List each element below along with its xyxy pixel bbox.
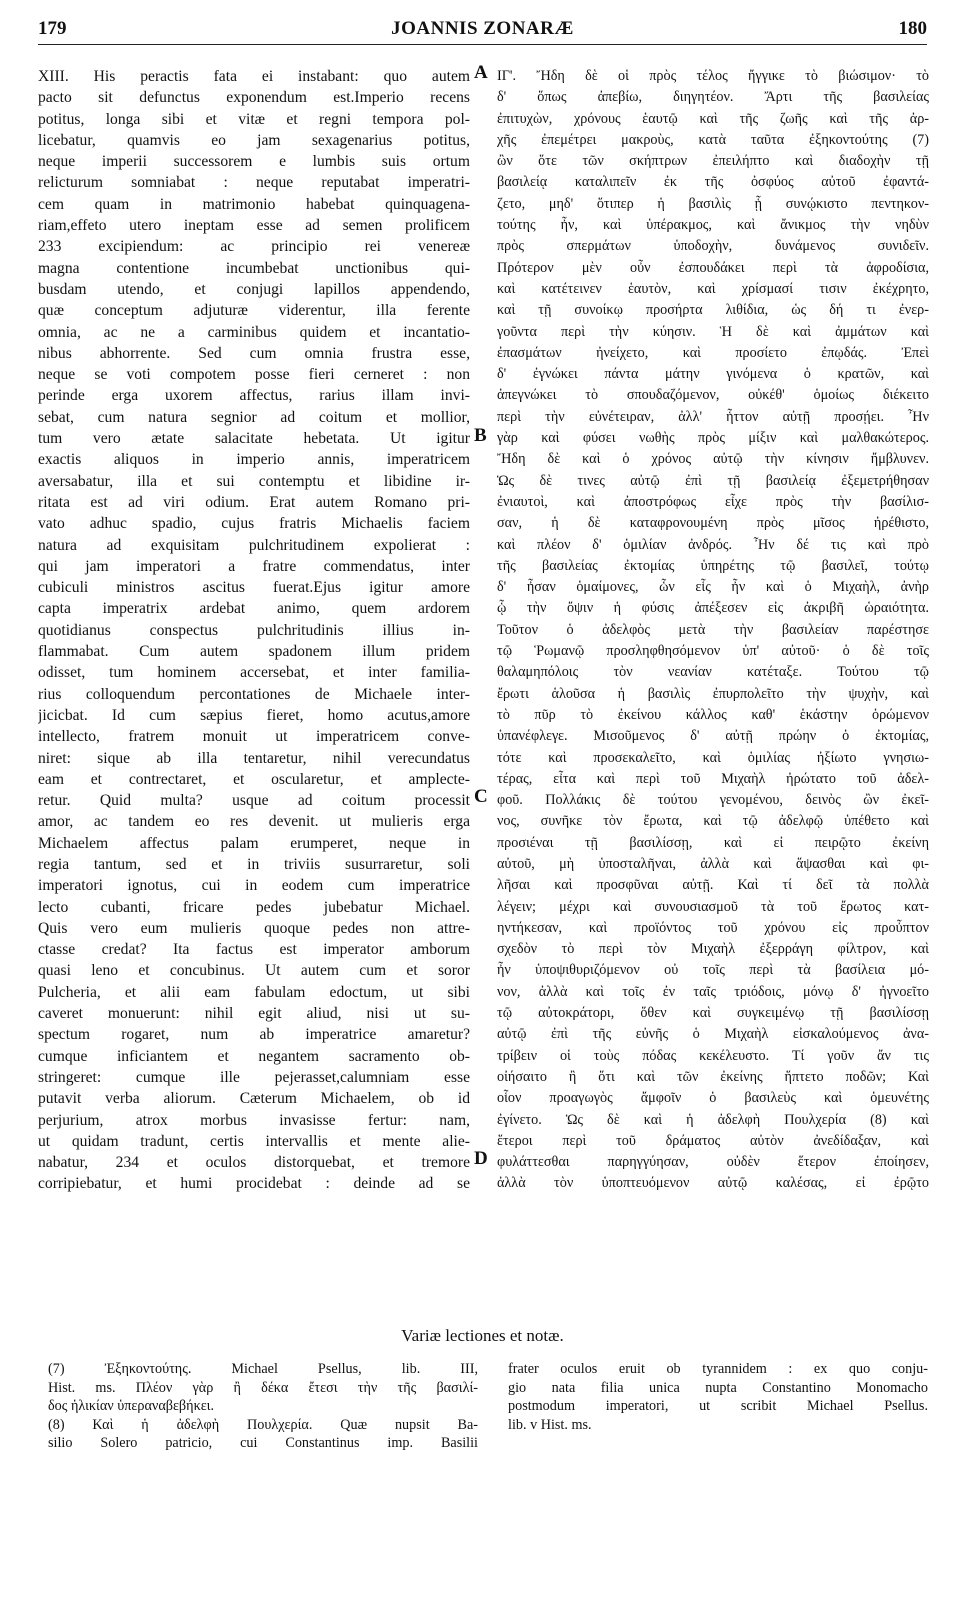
text-line: natura ad exquisitam pulchritudinem expolierat :	[38, 536, 470, 554]
text-line: tum vero ætate salacitate hebetata. Ut igitur	[38, 430, 470, 448]
text-line: potitus, longa sibi et vitæ et regni tempora pol-	[38, 110, 470, 128]
text-line: rius colloquendum percontationes de Michaele inter-	[38, 685, 470, 703]
text-line: putavit verba aliorum. Cæterum Michaelem, ob id	[38, 1090, 470, 1108]
notes-title: Variæ lectiones et notæ.	[401, 1326, 564, 1345]
text-line: ἐνιαυτοὶ, καὶ ἀποστρόφως εἶχε πρὸς τὴν βασίλισ-	[497, 493, 929, 510]
text-line: Hist. ms. Πλέον γὰρ ἢ δέκα ἔτεσι τὴν τῆς βασιλί-	[48, 1379, 478, 1396]
text-line: οἰήσαιτο ἢ ὅτι καὶ τῶν ἐκείνης ἥπτετο ποδῶν; Καὶ	[497, 1068, 929, 1085]
text-line: perinde erga uxorem affectus, rarius illam invi-	[38, 387, 470, 405]
text-line: γοῦντα περὶ τὴν κύησιν. Ἡ δὲ καὶ ἀμμάτων καὶ	[497, 323, 929, 340]
text-line: γὰρ καὶ φύσει νωθὴς πρὸς μίξιν καὶ μαλθακώτερος.	[497, 430, 929, 447]
text-line: lib. v Hist. ms.	[508, 1416, 592, 1433]
text-line: XIII. His peractis fata ei instabant: quo autem	[38, 68, 470, 85]
text-line: lecto cubanti, fricare pedes jubebatur Michael.	[38, 898, 470, 916]
text-line: capta imperatrix ardebat animo, quem ardorem	[38, 600, 470, 618]
text-line: ἐπιτυχὼν, χρόνους ἑαυτῷ καὶ τῆς ζωῆς καὶ τῆς ἀρ-	[497, 110, 929, 127]
text-line: postmodum imperatori, ut scribit Michael Psellus.	[508, 1398, 928, 1414]
text-line: τούτης ἦν, καὶ ὑπέρακμος, καὶ ἄνικμος τὴν νηδὺν	[497, 217, 929, 234]
notes-left-column	[48, 1360, 478, 1453]
text-line: Ὡς δὲ τινες αὐτῷ ἐπὶ τῇ βασιλείᾳ ἐξεμετρήθησαν	[497, 472, 929, 489]
page-number-left: 179	[38, 18, 67, 39]
text-line: jicicbat. Id cum sæpius fieret, homo acutus,amore	[38, 706, 470, 724]
notes-right-column	[508, 1360, 928, 1434]
text-line: περὶ τὴν εὐνέτειραν, ἀλλ' ἧττον αὐτῇ προσῄει. Ἦν	[497, 408, 929, 425]
text-line: licebatur, quamvis eo jam sexagenarius potitus,	[38, 131, 470, 149]
text-line: τρίβειν οἱ τοὺς πόδας κεκέλευστο. Τί γοῦν ἄν τις	[497, 1047, 929, 1064]
text-line: corripiebatur, et humi procidebat : deinde ad se	[38, 1175, 470, 1193]
text-line: καὶ πλέον δ' ὁμιλίαν ἀνδρός. Ἦν δέ τις καὶ πρὸ	[497, 536, 929, 553]
text-line: πρὸς σπερμάτων ὑποδοχὴν, δυνάμενος συνιδεῖν.	[497, 238, 929, 255]
text-line: ὑπανέφλεγε. Μισοῦμενος δ' αὐτῇ πρώην ὁ ἐκτομίας,	[497, 728, 929, 745]
text-line: ritata est ad viri odium. Erat autem Romano pri-	[38, 493, 470, 511]
text-line: perjurium, atrox morbus invasisse fertur: nam,	[38, 1111, 470, 1129]
text-line: Quis vero eum mulieris quoque pedes non attre-	[38, 919, 470, 937]
text-line: quæ conceptum adjuturæ viderentur, illa ferente	[38, 302, 470, 320]
text-line: ἐγίνετο. Ὡς δὲ καὶ ἡ ἀδελφὴ Πουλχερία (8) καὶ	[497, 1111, 929, 1128]
text-line: quasi leno et concubinus. Ut autem cum et soror	[38, 962, 470, 980]
text-line: καὶ τῇ συνοίκῳ προσήρτα λιθίδια, ὡς δή τι ἐνερ-	[497, 302, 929, 319]
text-line: δος ἡλικίαν ὑπεραναβεβήκει.	[48, 1398, 215, 1414]
text-line: gio nata filia unica nupta Constantino Monomacho	[508, 1379, 928, 1396]
text-line: τῆς βασιλείας ἐκτομίας ὑπηρέτης τῷ βασιλεῖ, τούτῳ	[497, 557, 929, 574]
text-line: θαλαμηπόλοις τὸν νεανίαν κατέταξε. Τούτου τῷ	[497, 664, 929, 681]
text-line: ηντήκεσαν, καὶ προϊόντος τοῦ χρόνου εἰς προὖπτον	[497, 919, 929, 936]
text-line: flammabat. Cum autem spadonem illum pridem	[38, 643, 470, 661]
text-line: 233 excipiendum: ac principio rei venereæ	[38, 238, 470, 256]
text-line: vato adhuc spadio, cujus fratris Michaelis faciem	[38, 515, 470, 533]
text-line: αὐτῷ ἐπὶ τῆς εὐνῆς ὁ Μιχαὴλ εἰσκαλούμενος ἀνα-	[497, 1026, 929, 1043]
text-line: σαν, ἡ δὲ καταφρονουμένη πρὸς μῖσος ἠρέθιστο,	[497, 515, 929, 532]
text-line: προσιέναι τῇ βασιλίσσῃ, καὶ εἰ πειρῷτο ἐκείνη	[497, 834, 929, 851]
text-line: ζετο, μηδ' ὅτιπερ ἡ βασιλὶς ᾗ συνῴκιστο πεντηκον-	[497, 195, 929, 212]
text-line: riam,effeto utero ineptam esse ad semen prolificem	[38, 217, 470, 235]
text-line: δ' ὅπως ἀπεβίω, διηγητέον. Ἄρτι τῆς βασιλείας	[497, 89, 929, 106]
text-line: αὐτοῦ, μὴ ὑποσταλῆναι, ἀλλὰ καὶ ἅψασθαι καὶ φι-	[497, 855, 929, 872]
text-line: odisset, tum hominem accersebat, et inter familia-	[38, 664, 470, 682]
text-line: τῷ Ῥωμανῷ προσληφθησόμενον ὑπ' αὐτοῦ· ὁ δὲ τοῖς	[497, 643, 929, 660]
text-line: ΙΓ'. Ἤδη δὲ οἱ πρὸς τέλος ἤγγικε τὸ βιώσιμον· τὸ	[497, 68, 929, 84]
text-line: λέγειν; μέχρι καὶ συνουσιασμοῦ τὰ τοῦ ἔρωτος κατ-	[497, 898, 929, 915]
text-line: δ' ἦσαν ὁμαίμονες, ὧν εἷς ἦν καὶ ὁ Μιχαὴλ, ἀνὴρ	[497, 579, 929, 596]
text-line: busdam utendo, et conjugi lapillos appendendo,	[38, 280, 470, 298]
text-line: sebat, cum natura segnior ad coitum et mollior,	[38, 408, 470, 426]
text-line: quotidianus conspectus pulchritudinis illius in-	[38, 621, 470, 639]
text-line: νον, ἀλλὰ καὶ τοῖς ἐν ταῖς τριόδοις, μόνῳ δ' ἠγνοεῖτο	[497, 983, 929, 1000]
text-line: stringeret: cumque ille pejerasset,calumniam esse	[38, 1068, 470, 1086]
text-line: (7) Ἐξηκοντούτης. Michael Psellus, lib. III,	[48, 1361, 478, 1377]
text-line: τότε καὶ προσεκαλεῖτο, καὶ ὁμιλίας ἠξίωτο γνησιω-	[497, 749, 929, 766]
text-line: ἔρωτι ἁλοῦσα ἡ βασιλὶς ἐπυρπολεῖτο τὴν ψυχὴν, καὶ	[497, 685, 929, 702]
text-line: δ' ἐγνώκει πάντα μάτην γινόμενα ὁ κρατῶν, καὶ	[497, 366, 929, 383]
text-line: exactis aliquos in imperio annis, imperatricem	[38, 451, 470, 469]
text-line: cem quam in matrimonio habebat quinquagena-	[38, 195, 470, 213]
text-line: spectum rogaret, num ab imperatrice amaretur?	[38, 1026, 470, 1044]
text-line: σχεδὸν τὸ περὶ τὸν Μιχαὴλ ἐξερράγη φίλτρον, καὶ	[497, 941, 929, 958]
text-line: ut quidam tradunt, certis intervallis et mente alie-	[38, 1132, 470, 1150]
text-line: τὸ πῦρ τὸ ἐκείνου κάλλος καθ' ἑκάστην ὁρώμενον	[497, 706, 929, 723]
text-line: καὶ κατέτεινεν ἑαυτὸν, καὶ χρίσμασί τισιν ἐκέχρητο,	[497, 280, 929, 297]
text-line: cumque inficiantem et negantem sacramento ob-	[38, 1047, 470, 1065]
section-marker: A	[474, 62, 488, 83]
text-line: βασιλείᾳ καταλιπεῖν ἐκ τῆς ὀσφύος αὐτοῦ ἐφαντά-	[497, 174, 929, 191]
text-line: pacto sit defunctus exponendum est.Imperio recens	[38, 89, 470, 107]
text-line: λῆσαι καὶ προσφῦναι αὐτῇ. Καὶ τί δεῖ τὰ πολλὰ	[497, 877, 929, 894]
running-header	[38, 18, 927, 45]
text-line: ἀλλὰ τὸν ὑποπτευόμενον αὐτῷ καλέσας, εἰ ἐρῷτο	[497, 1175, 929, 1192]
text-line: χῆς ἐπεμέτρει μακροὺς, κατὰ ταῦτα ἐξηκοντούτης (7)	[497, 131, 929, 148]
text-line: eam et contrectaret, et oscularetur, et amplecte-	[38, 770, 470, 788]
page-number-right: 180	[898, 18, 927, 39]
section-marker: D	[474, 1148, 488, 1169]
text-line: nibus abhorrente. Sed cum omnia frustra esse,	[38, 344, 470, 362]
text-line: Pulcheria, et alii eam fabulam edoctum, ut sibi	[38, 983, 470, 1001]
text-line: Πρότερον μὲν οὖν ἐσπουδάκει περὶ τὰ ἀφροδίσια,	[497, 259, 929, 276]
text-line: relicturum somniabat : neque reputabat imperatri-	[38, 174, 470, 192]
text-line: imperatori ignotus, cui in eodem cum imperatrice	[38, 877, 470, 895]
text-line: qui jam imperatori a fratre commendatus, inter	[38, 557, 470, 575]
text-line: ἦν ὑποψιθυριζόμενον οὐ τοῖς περὶ τὰ βασίλεια μό-	[497, 962, 929, 979]
text-line: amor, ac tandem eo res devenit. ut mulieris erga	[38, 813, 470, 831]
text-line: omnia, ac ne a carminibus quidem et incantatio-	[38, 323, 470, 341]
text-line: cubiculi ministros ascitus fuerat.Ejus igitur amore	[38, 579, 470, 597]
text-line: οἷον προαγωγὸς ἄμφοῖν ὁ βασιλεὺς καὶ ὁμευνέτης	[497, 1090, 929, 1107]
text-line: silio Solero patricio, cui Constantinus imp. Basilii	[48, 1435, 478, 1451]
text-line: ἕτεροι περὶ τοῦ δράματος αὐτὸν ἀνεδίδαξαν, καὶ	[497, 1132, 929, 1149]
text-line: Τοῦτον ὁ ἀδελφὸς μετὰ τὴν βασιλείαν παρέστησε	[497, 621, 929, 638]
text-line: ἐπασμάτων ἠνείχετο, καὶ προσίετο ἐπῳδάς. Ἐπεὶ	[497, 344, 929, 361]
text-line: φυλάττεσθαι παρηγγύησαν, οὐδὲν ἕτερον ἐποίησεν,	[497, 1154, 929, 1171]
section-marker: C	[474, 786, 488, 807]
text-line: (8) Καὶ ἡ ἀδελφὴ Πουλχερία. Quæ nupsit Ba-	[48, 1416, 478, 1433]
text-line: intellecto, fratrem monuit ut imperatricem conve-	[38, 728, 470, 746]
text-line: neque se voti compotem posse fieri cerneret : non	[38, 366, 470, 384]
text-line: retur. Quid multa? usque ad coitum processit	[38, 792, 470, 810]
text-line: ctasse credat? Ita factus est imperator amborum	[38, 941, 470, 959]
text-line: nabatur, 234 et oculos distorquebat, et tremore	[38, 1154, 470, 1172]
text-line: ᾧ τὴν ὄψιν ἡ φύσις ἀπέξεσεν εἰς ἀκριβῆ ὡραιότητα.	[497, 600, 929, 617]
text-line: magna contentione incumbebat unctionibus qui-	[38, 259, 470, 277]
text-line: frater oculos eruit ob tyrannidem : ex quo conju-	[508, 1361, 928, 1377]
text-line: τῷ αὐτοκράτορι, ὅθεν καὶ συγκειμένῳ τῇ βασιλίσσῃ	[497, 1005, 929, 1022]
text-line: ὢν ὅτε τῶν σκήπτρων ἐπειλήπτο καὶ διαδοχὴν τῇ	[497, 153, 929, 170]
text-line: Ἤδη δὲ καὶ ὁ χρόνος αὐτῷ τὴν κίνησιν ἤμβλυνεν.	[497, 451, 929, 468]
text-line: φοῦ. Πολλάκις δὲ τούτου γενομένου, δεινὸς ὢν ἐκεῖ-	[497, 792, 929, 809]
text-line: ἀπεγνώκει τὸ σπουδαζόμενον, οὐκέθ' ὁμοίως διέκειτο	[497, 387, 929, 404]
text-line: νος, συνῆκε τὸν ἔρωτα, καὶ τῷ ἀδελφῷ ὑπέθετο καὶ	[497, 813, 929, 830]
section-marker: B	[474, 425, 487, 446]
text-line: caveret monuerunt: nihil egit aliud, nisi ut su-	[38, 1005, 470, 1023]
text-line: neque imperii successorem e lumbis suis ortum	[38, 153, 470, 171]
running-title: JOANNIS ZONARÆ	[391, 18, 574, 39]
text-line: τέρας, εἶτα καὶ περὶ τοῦ Μιχαὴλ ἠρώτατο τοῦ ἀδελ-	[497, 770, 929, 787]
text-line: Michaelem affectus palam erumperet, neque in	[38, 834, 470, 852]
text-line: niret: sique ab illa tentaretur, nihil verecundatus	[38, 749, 470, 767]
text-line: regia tantum, sed et in triviis susurraretur, soli	[38, 855, 470, 873]
text-line: aversabatur, illa et sui contemptu et libidine ir-	[38, 472, 470, 490]
